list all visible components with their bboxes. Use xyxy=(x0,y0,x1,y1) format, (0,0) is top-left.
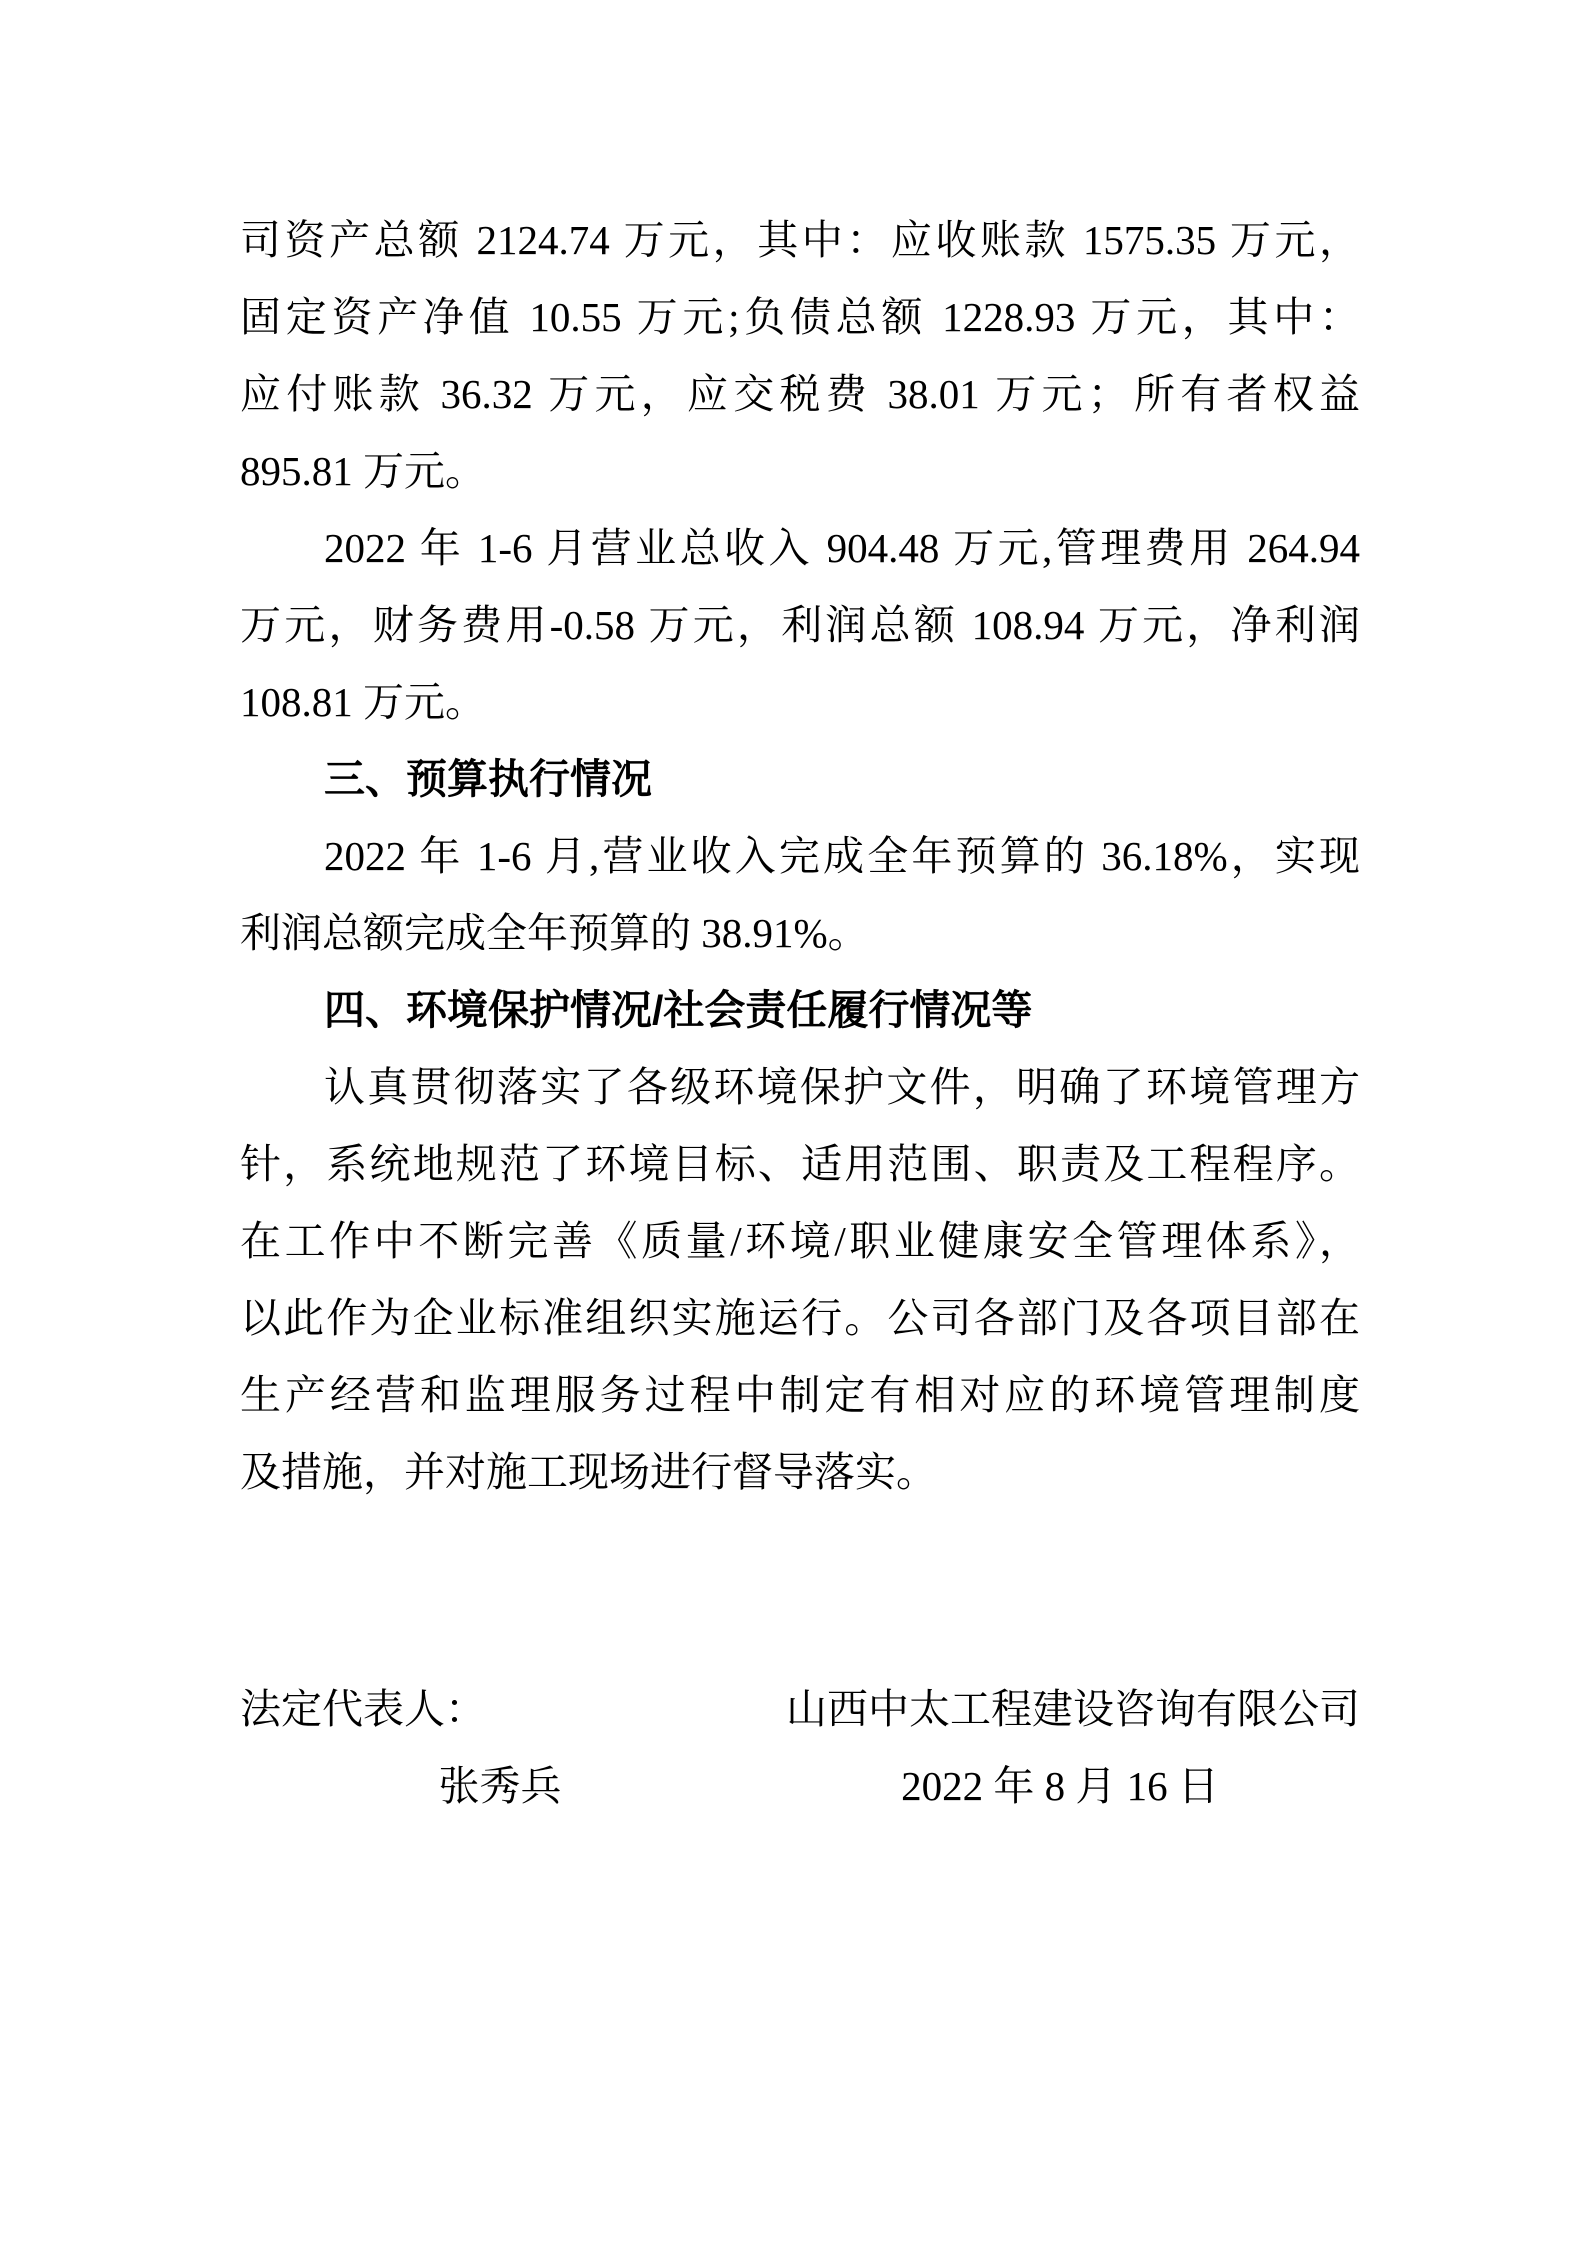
section-heading-environment-social-responsibility: 四、环境保护情况/社会责任履行情况等 xyxy=(324,987,1033,1033)
legal-representative-label: 法定代表人： xyxy=(240,1686,486,1732)
paragraph-line: 在工作中不断完善《质量/环境/职业健康安全管理体系》， xyxy=(240,1218,1360,1264)
paragraph-line: 2022 年 1-6 月,营业收入完成全年预算的 36.18%，实现 xyxy=(324,833,1360,879)
paragraph-line: 固定资产净值 10.55 万元;负债总额 1228.93 万元，其中： xyxy=(240,294,1360,340)
paragraph-line: 2022 年 1-6 月营业总收入 904.48 万元,管理费用 264.94 xyxy=(324,525,1360,571)
paragraph-line: 895.81 万元。 xyxy=(240,448,486,494)
paragraph-line: 针，系统地规范了环境目标、适用范围、职责及工程程序。 xyxy=(240,1141,1360,1187)
paragraph-line: 生产经营和监理服务过程中制定有相对应的环境管理制度 xyxy=(240,1372,1360,1418)
paragraph-line: 认真贯彻落实了各级环境保护文件，明确了环境管理方 xyxy=(324,1064,1360,1110)
paragraph-line: 及措施，并对施工现场进行督导落实。 xyxy=(240,1449,937,1495)
report-date: 2022 年 8 月 16 日 xyxy=(901,1763,1219,1809)
signature-row-2 xyxy=(240,1748,1360,1825)
paragraph-line: 利润总额完成全年预算的 38.91%。 xyxy=(240,910,869,956)
paragraph-line: 以此作为企业标准组织实施运行。公司各部门及各项目部在 xyxy=(240,1295,1360,1341)
legal-representative-name: 张秀兵 xyxy=(438,1763,562,1809)
paragraph-line: 应付账款 36.32 万元，应交税费 38.01 万元；所有者权益 xyxy=(240,371,1360,417)
document-body xyxy=(240,202,1360,1511)
company-name: 山西中太工程建设咨询有限公司 xyxy=(786,1686,1360,1732)
section-heading-budget-execution: 三、预算执行情况 xyxy=(324,756,652,802)
paragraph-line: 司资产总额 2124.74 万元，其中：应收账款 1575.35 万元， xyxy=(240,217,1360,263)
paragraph-line: 万元，财务费用-0.58 万元，利润总额 108.94 万元，净利润 xyxy=(240,602,1360,648)
paragraph-line: 108.81 万元。 xyxy=(240,679,486,725)
signature-row-1 xyxy=(240,1671,1360,1748)
signature-block xyxy=(240,1671,1360,1825)
